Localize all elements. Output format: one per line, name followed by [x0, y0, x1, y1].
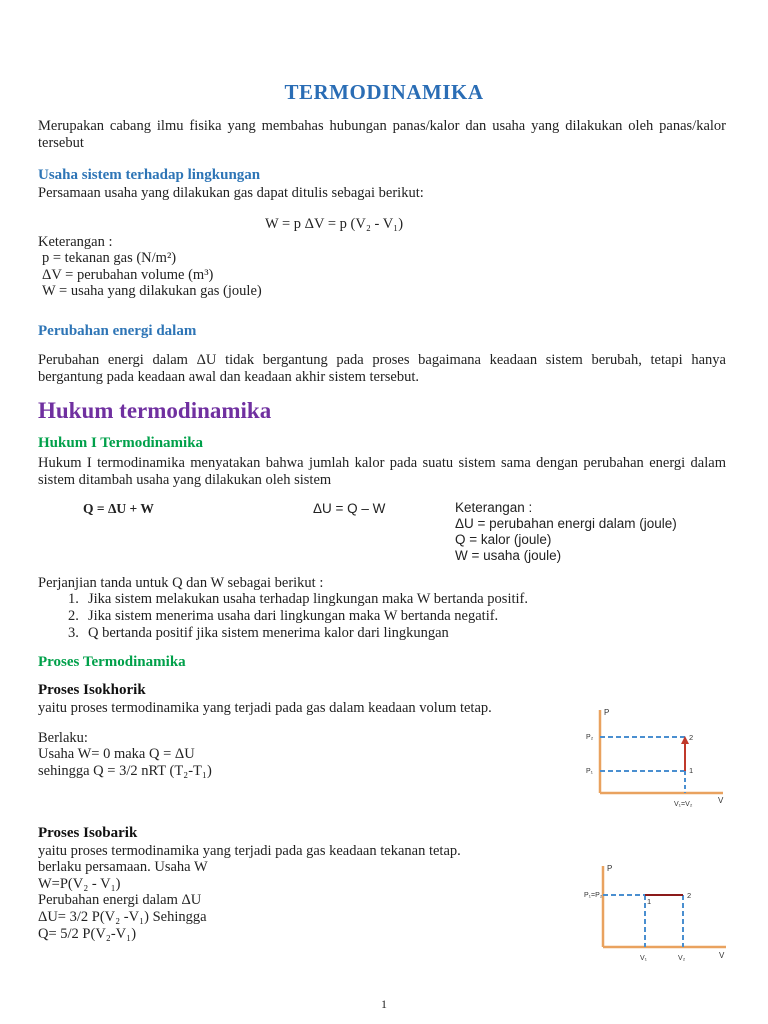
formula-du: ΔU = Q – W	[313, 501, 386, 516]
proses-heading: Proses Termodinamika	[38, 654, 186, 670]
hukum-keterangan-item: ΔU = perubahan energi dalam (joule)	[455, 516, 677, 531]
usaha-text: Persamaan usaha yang dilakukan gas dapat ditulis sebagai berikut:	[38, 185, 424, 201]
list-text: Jika sistem menerima usaha dari lingkungan maka W bertanda negatif.	[88, 608, 499, 624]
axis-x-label: V	[718, 796, 724, 805]
point-1-label: 1	[647, 897, 652, 906]
list-item	[68, 591, 528, 608]
intro-paragraph: Merupakan cabang ilmu fisika yang membahas hubungan panas/kalor dan usaha yang dilakukan oleh panas/kalor tersebut	[38, 118, 726, 151]
usaha-keterangan-item: ΔV = perubahan volume (m³)	[42, 267, 214, 283]
isobarik-line: W=P(V₂ - V₁)	[38, 876, 121, 892]
v1-label: V₁	[640, 955, 648, 962]
point-2-label: 2	[687, 891, 692, 900]
v-label: V₁=V₂	[674, 801, 693, 808]
usaha-keterangan-label: Keterangan :	[38, 234, 113, 250]
page-title: TERMODINAMIKA	[284, 80, 484, 104]
list-number: 1.	[68, 591, 79, 607]
hukum-1-text: Hukum I termodinamika menyatakan bahwa jumlah kalor pada suatu sistem sama dengan perubahan energi dalam sistem ditambah usaha yang dilakukan oleh sistem	[38, 455, 726, 488]
isobarik-line: Q= 5/2 P(V₂-V₁)	[38, 926, 137, 942]
isokhorik-line: Usaha W= 0 maka Q = ΔU	[38, 746, 195, 762]
hukum-heading: Hukum termodinamika	[38, 398, 272, 423]
list-number: 3.	[68, 625, 79, 641]
isokhorik-text: yaitu proses termodinamika yang terjadi pada gas dalam keadaan volum tetap.	[38, 700, 492, 716]
list-number: 2.	[68, 608, 79, 624]
isobarik-heading: Proses Isobarik	[38, 825, 138, 841]
point-1-label: 1	[689, 766, 694, 775]
isobarik-line: ΔU= 3/2 P(V₂ -V₁) Sehingga	[38, 909, 207, 925]
v2-label: V₂	[678, 955, 686, 962]
list-text: Q bertanda positif jika sistem menerima kalor dari lingkungan	[88, 625, 449, 641]
isokhorik-graph	[585, 700, 735, 815]
axis-y-label: P	[607, 864, 613, 873]
isokhorik-berlaku: Berlaku:	[38, 730, 88, 746]
list-text: Jika sistem melakukan usaha terhadap lingkungan maka W bertanda positif.	[88, 591, 528, 607]
formula-q: Q = ΔU + W	[83, 501, 154, 516]
perjanjian-list	[68, 591, 528, 642]
axis-x-label: V	[719, 951, 725, 960]
isobarik-line: berlaku persamaan. Usaha W	[38, 859, 208, 875]
isobarik-line: Perubahan energi dalam ΔU	[38, 892, 202, 908]
usaha-keterangan-item: W = usaha yang dilakukan gas (joule)	[42, 283, 262, 299]
usaha-formula: W = p ΔV = p (V₂ - V₁)	[264, 216, 404, 232]
usaha-keterangan-item: p = tekanan gas (N/m²)	[42, 250, 177, 266]
list-item	[68, 608, 528, 625]
energi-heading: Perubahan energi dalam	[38, 323, 197, 339]
isokhorik-heading: Proses Isokhorik	[38, 682, 146, 698]
list-item	[68, 625, 528, 642]
perjanjian-intro: Perjanjian tanda untuk Q dan W sebagai berikut :	[38, 575, 324, 591]
isokhorik-line: sehingga Q = 3/2 nRT (T₂-T₁)	[38, 763, 212, 779]
isobarik-text: yaitu proses termodinamika yang terjadi pada gas keadaan tekanan tetap.	[38, 843, 461, 859]
isobarik-graph	[583, 858, 733, 970]
page-number: 1	[381, 997, 387, 1011]
p-label: P₁=P₂	[584, 892, 603, 899]
hukum-keterangan-item: Q = kalor (joule)	[455, 532, 552, 547]
p2-label: P₂	[586, 734, 594, 741]
p1-label: P₁	[586, 768, 594, 775]
hukum-keterangan-label: Keterangan :	[455, 500, 533, 515]
axis-y-label: P	[604, 708, 610, 717]
point-2-label: 2	[689, 733, 694, 742]
energi-text: Perubahan energi dalam ΔU tidak bergantung pada proses bagaimana keadaan sistem berubah, tetapi hanya bergantung pada keadaan awal dan keadaan akhir sistem tersebut.	[38, 352, 726, 385]
hukum-keterangan-item: W = usaha (joule)	[455, 548, 562, 563]
usaha-heading: Usaha sistem terhadap lingkungan	[38, 167, 261, 183]
hukum-1-heading: Hukum I Termodinamika	[38, 435, 204, 451]
